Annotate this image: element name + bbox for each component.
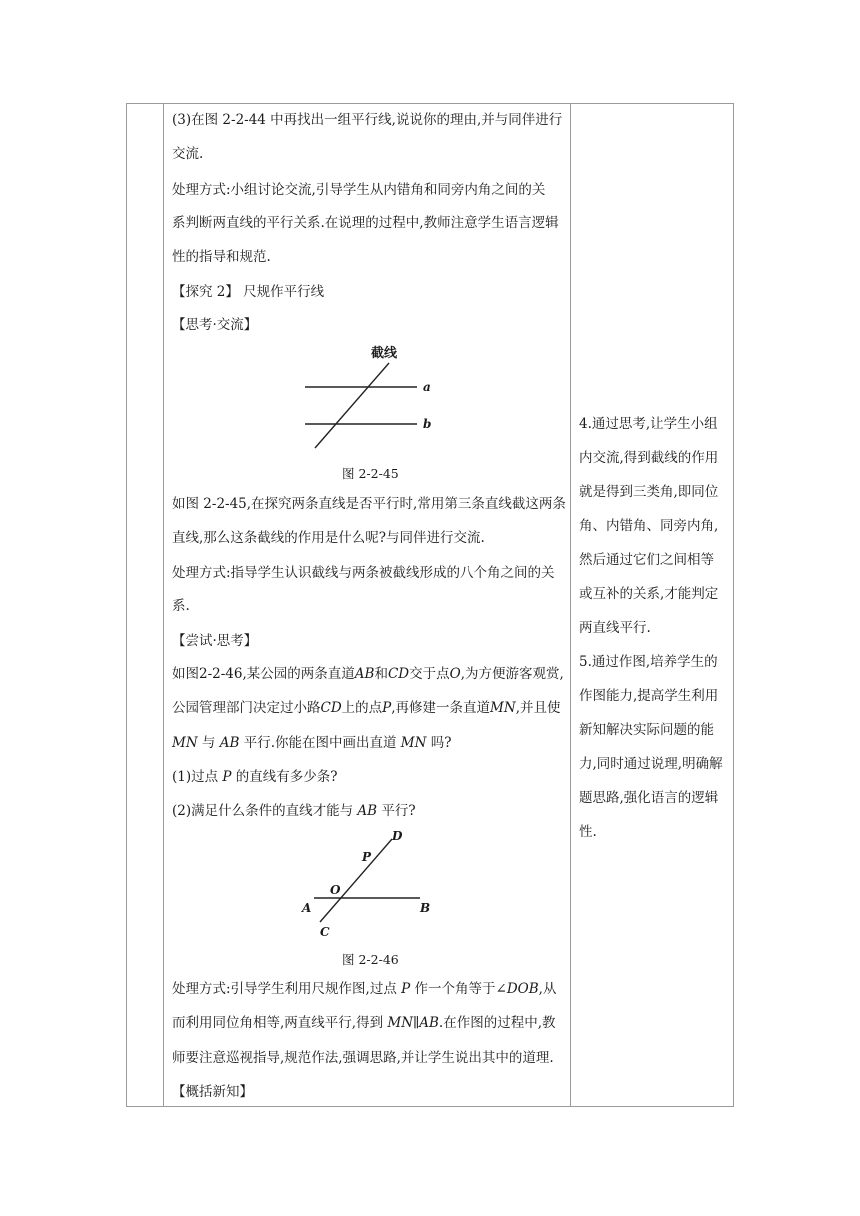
side-line: 就是得到三类角,即同位	[579, 484, 719, 500]
side-line: 或互补的关系,才能判定	[579, 586, 719, 602]
side-line: 角、内错角、同旁内角,	[579, 518, 719, 534]
lesson-table	[126, 103, 734, 1107]
method3-line3: 师要注意巡视指导,规范作法,强调思路,并让学生说出其中的道理.	[172, 1050, 554, 1066]
side-line: 题思路,强化语言的逻辑	[579, 790, 719, 806]
side-line: 4.通过思考,让学生小组	[579, 416, 718, 432]
para45-line2: 直线,那么这条截线的作用是什么呢?与同伴进行交流.	[172, 530, 485, 546]
side-line: 新知解决实际问题的能	[579, 722, 714, 738]
fig46-label-B: B	[420, 901, 431, 915]
figure-2-2-46	[300, 828, 440, 940]
fig46-label-C: C	[320, 925, 330, 939]
fig46-label-P: P	[362, 850, 372, 864]
side-line: 5.通过作图,培养学生的	[579, 654, 718, 670]
fig45-transversal-label: 截线	[371, 346, 398, 361]
figure-2-2-45	[297, 341, 447, 453]
para46-line2: 公园管理部门决定过小路CD上的点P,再修建一条直道MN,并且使	[172, 700, 561, 716]
side-line: 然后通过它们之间相等	[579, 552, 714, 568]
figure-2-2-46-caption: 图 2-2-46	[342, 952, 399, 967]
method2-line1: 处理方式:指导学生认识截线与两条被截线形成的八个角之间的关	[172, 565, 555, 581]
sub-question-2: (2)满足什么条件的直线才能与 AB 平行?	[172, 803, 416, 819]
side-line: 内交流,得到截线的作用	[579, 450, 719, 466]
fig45-label-a: a	[423, 380, 431, 394]
fig46-label-D: D	[392, 829, 403, 843]
summary-heading: 【概括新知】	[172, 1084, 253, 1100]
method3-line1: 处理方式:引导学生利用尺规作图,过点 P 作一个角等于∠DOB,从	[172, 981, 557, 997]
fig45-label-b: b	[423, 417, 432, 431]
fig46-label-A: A	[302, 901, 312, 915]
try-think-heading: 【尝试·思考】	[172, 633, 258, 649]
method1-line3: 性的指导和规范.	[172, 249, 271, 265]
sub-question-1: (1)过点 P 的直线有多少条?	[172, 769, 338, 785]
question-3-line1: (3)在图 2-2-44 中再找出一组平行线,说说你的理由,并与同伴进行	[172, 112, 563, 128]
side-line: 作图能力,提高学生利用	[579, 688, 719, 704]
para46-line3: MN 与 AB 平行.你能在图中画出直道 MN 吗?	[172, 735, 452, 751]
question-3-line2: 交流.	[172, 146, 204, 162]
para46-line1: 如图2-2-46,某公园的两条直道AB和CD交于点O,为方便游客观赏,	[172, 666, 564, 682]
side-line: 性.	[579, 824, 597, 840]
method1-line2: 系判断两直线的平行关系.在说理的过程中,教师注意学生语言逻辑	[172, 215, 559, 231]
fig46-line-cd	[320, 839, 392, 922]
para45-line1: 如图 2-2-45,在探究两条直线是否平行时,常用第三条直线截这两条	[172, 496, 566, 512]
fig45-transversal-line	[315, 363, 389, 448]
column-divider-left	[163, 104, 164, 1106]
column-divider-right	[570, 104, 571, 1106]
method1-line1: 处理方式:小组讨论交流,引导学生从内错角和同旁内角之间的关	[172, 182, 546, 198]
method2-line2: 系.	[172, 598, 190, 614]
figure-2-2-45-caption: 图 2-2-45	[342, 466, 399, 481]
side-line: 力,同时通过说理,明确解	[579, 756, 723, 772]
explore-2-heading: 【探究 2】 尺规作平行线	[172, 284, 325, 300]
method3-line2: 而利用同位角相等,两直线平行,得到 MN∥AB.在作图的过程中,教	[172, 1015, 556, 1031]
side-line: 两直线平行.	[579, 620, 651, 636]
fig46-label-O: O	[330, 883, 341, 897]
think-exchange-heading: 【思考·交流】	[172, 317, 258, 333]
